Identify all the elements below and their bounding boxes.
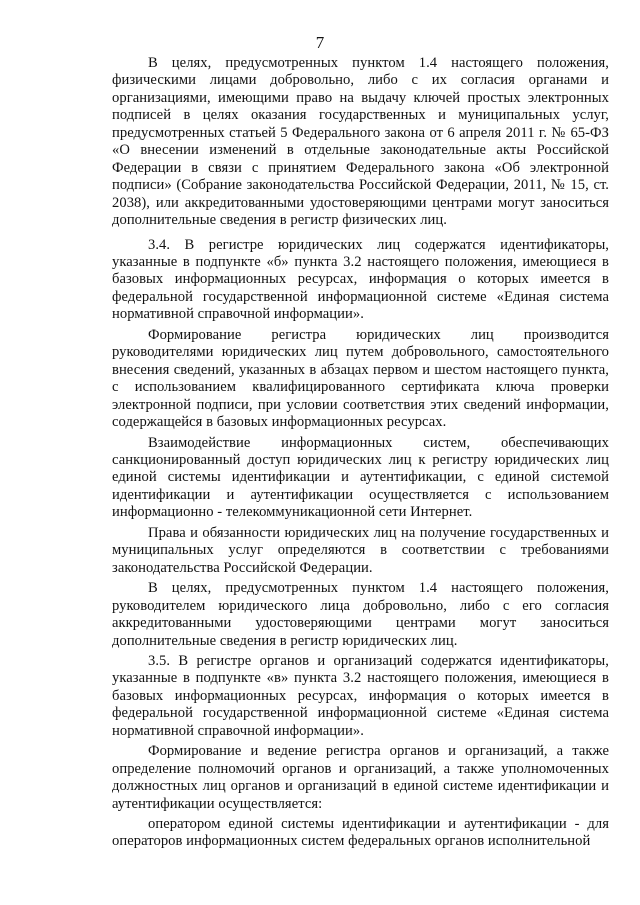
paragraph-9: оператором единой системы идентификации и аутентификации - для операторов информационных систем федеральных органов исполнительной bbox=[112, 816, 609, 850]
paragraph-7: 3.5. В регистре органов и организаций содержатся идентификаторы, указанные в подпункте «в» пункта 3.2 настоящего положения, имеющиеся в базовых информационных ресурсах, информация о которых имеется в федеральной государственной информационной системе «Единая система нормативной справочной информации». bbox=[112, 652, 609, 739]
paragraph-3: Формирование регистра юридических лиц производится руководителями юридических лиц путем добровольного, самостоятельного внесения сведений, указанных в абзацах первом и шестом настоящего пункта, с использованием квалифицированного сертификата ключа проверки электронной подписи, при условии соответствия этих сведений информации, содержащейся в базовых информационных ресурсах. bbox=[112, 326, 609, 431]
paragraph-4: Взаимодействие информационных систем, обеспечивающих санкционированный доступ юридических лиц к регистру юридических лиц единой системы идентификации и аутентификации, с единой системой идентификации и аутентификации осуществляется с использованием информационно - телекоммуникационной сети Интернет. bbox=[112, 434, 609, 521]
document-body bbox=[112, 55, 609, 854]
paragraph-8: Формирование и ведение регистра органов и организаций, а также определение полномочий органов и организаций, а также уполномоченных должностных лиц органов и организаций в единой системе идентификации и аутентификации осуществляется: bbox=[112, 743, 609, 812]
paragraph-6: В целях, предусмотренных пунктом 1.4 настоящего положения, руководителем юридического лица добровольно, либо с его согласия аккредитованными удостоверяющими центрами могут заноситься дополнительные сведения в регистр юридических лиц. bbox=[112, 580, 609, 649]
paragraph-2: 3.4. В регистре юридических лиц содержатся идентификаторы, указанные в подпункте «б» пункта 3.2 настоящего положения, имеющиеся в базовых информационных ресурсах, информация о которых имеется в федеральной государственной информационной системе «Единая система нормативной справочной информации». bbox=[112, 236, 609, 323]
paragraph-1: В целях, предусмотренных пунктом 1.4 настоящего положения, физическими лицами добровольно, либо с их согласия органами и организациями, имеющими право на выдачу ключей простых электронных подписей в целях оказания государственных и муниципальных услуг, предусмотренных статьей 5 Федерального закона от 6 апреля 2011 г. № 65-ФЗ «О внесении изменений в отдельные законодательные акты Российской Федерации в связи с принятием Федерального закона «Об электронной подписи» (Собрание законодательства Российской Федерации, 2011, № 15, ст. 2038), или аккредитованными удостоверяющими центрами могут заноситься дополнительные сведения в регистр физических лиц. bbox=[112, 55, 609, 229]
paragraph-5: Права и обязанности юридических лиц на получение государственных и муниципальных услуг определяются в соответствии с требованиями законодательства Российской Федерации. bbox=[112, 524, 609, 576]
page-number: 7 bbox=[315, 33, 325, 52]
